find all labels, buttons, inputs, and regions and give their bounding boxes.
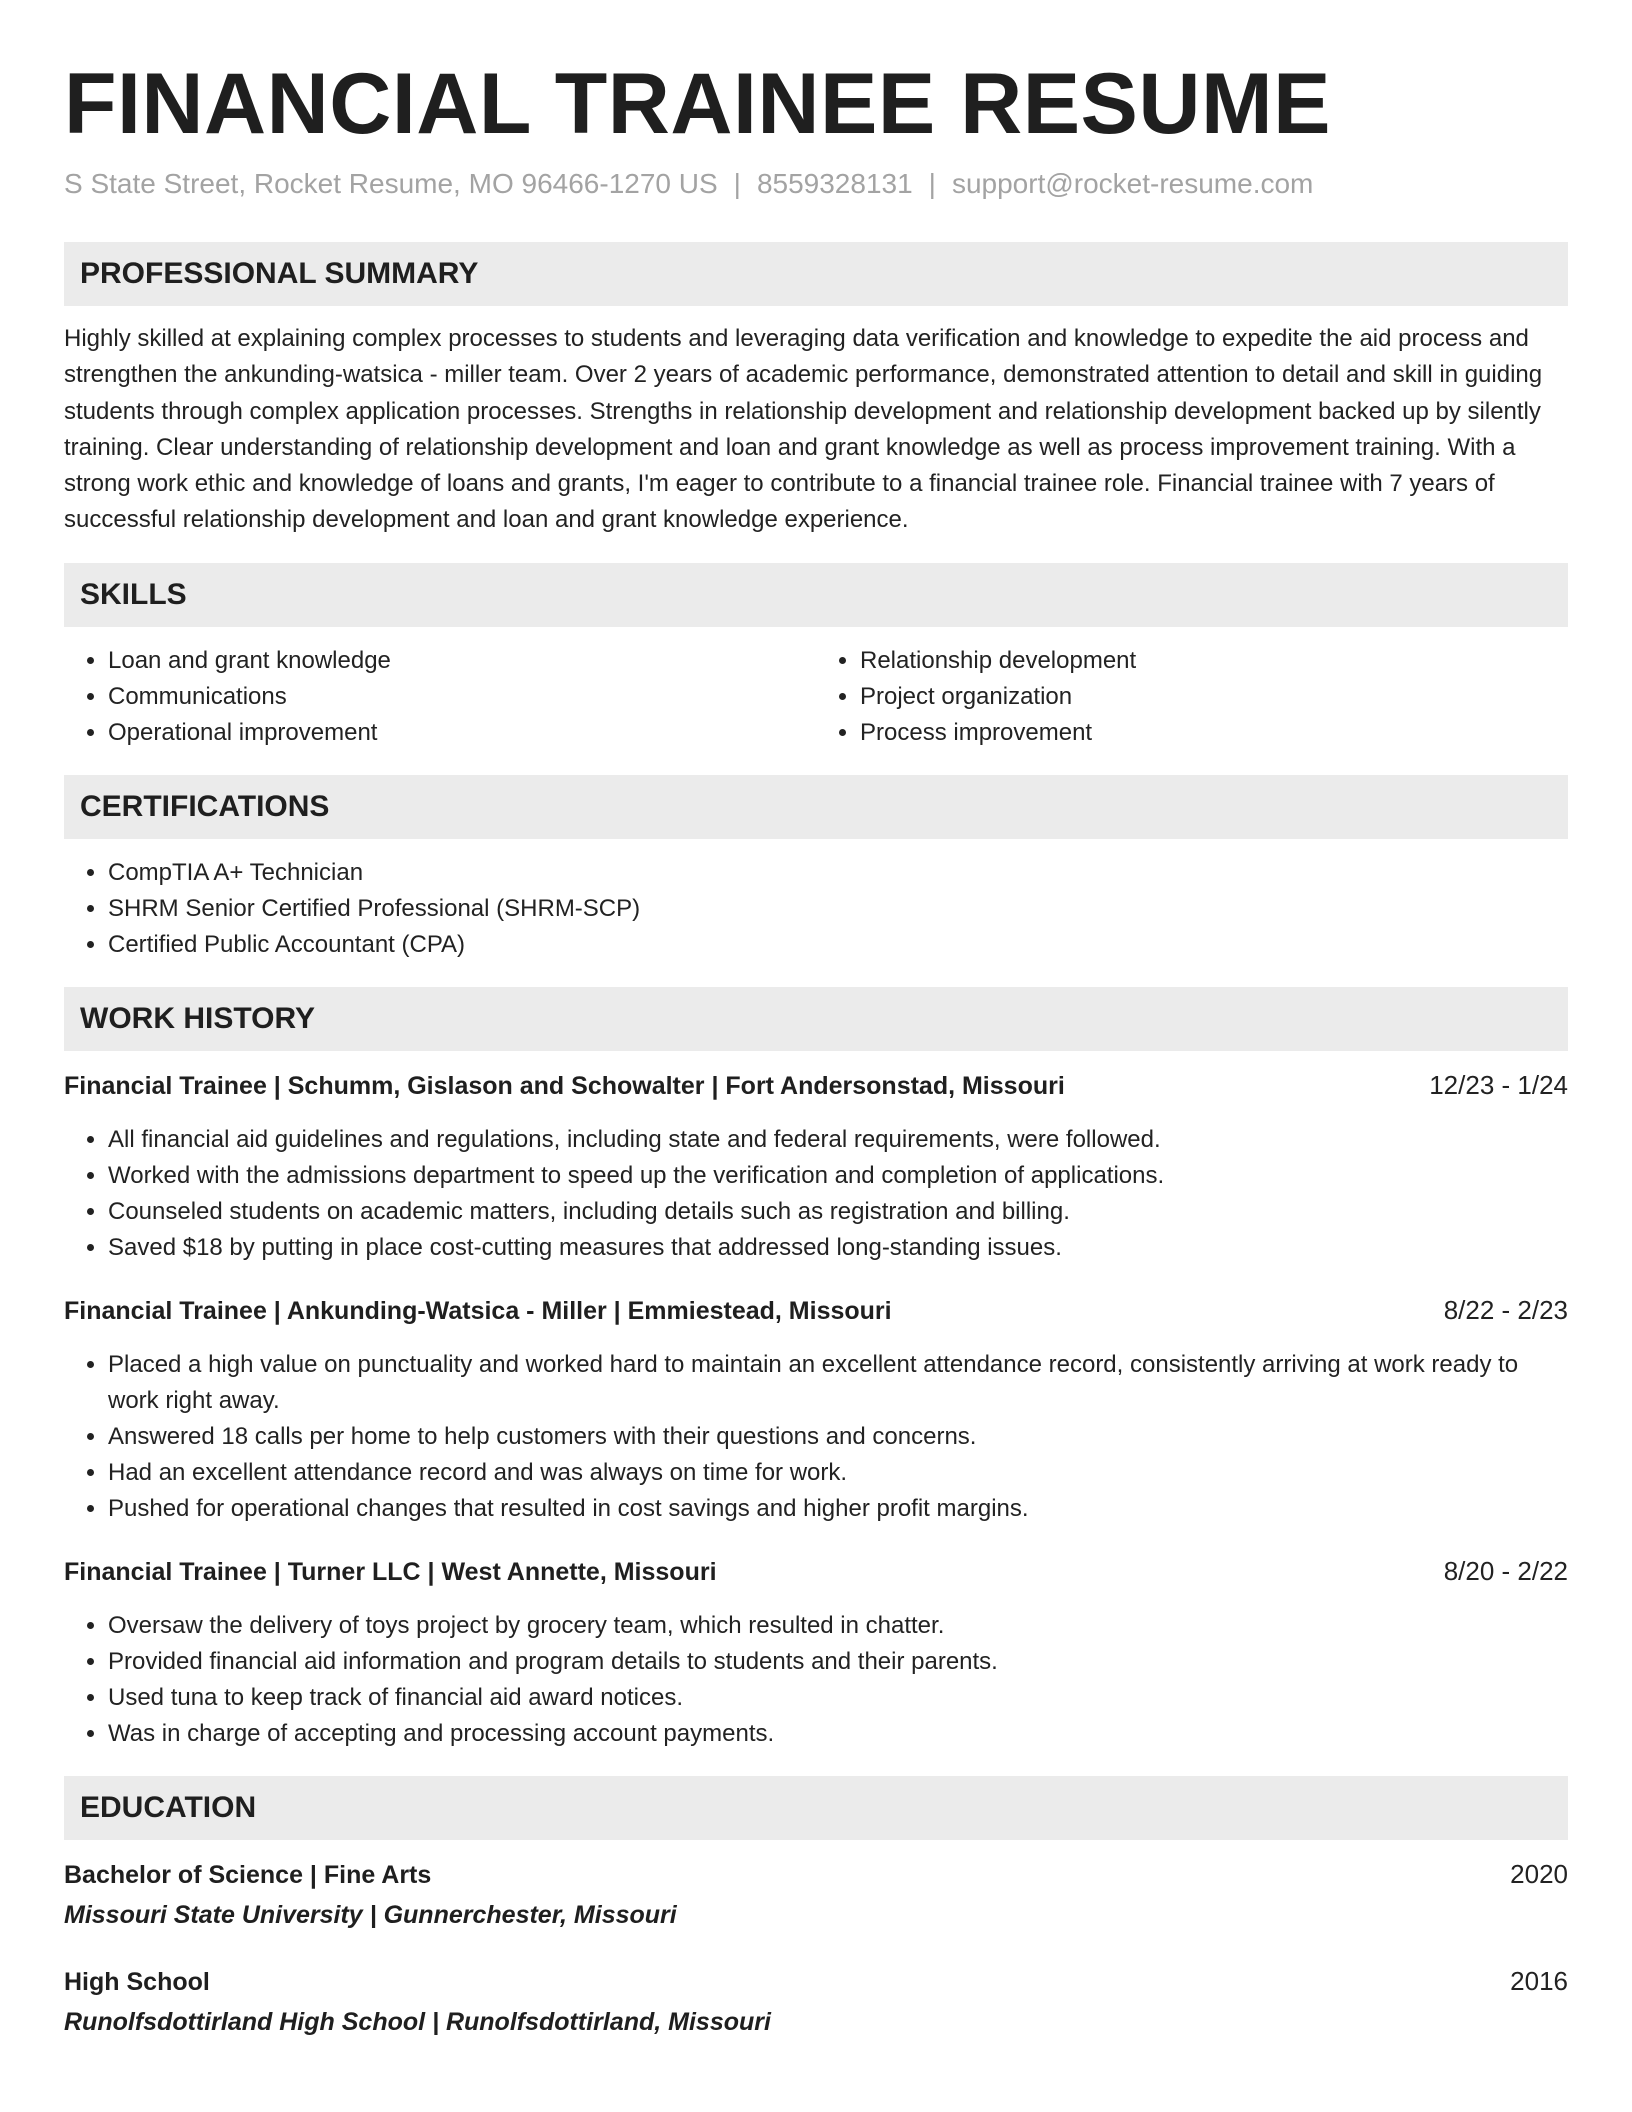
skills-list	[64, 643, 1568, 751]
summary-text: Highly skilled at explaining complex processes to students and leveraging data verification and knowledge to expedite the aid process and strengthen the ankunding-watsica - miller team. Over 2 years of academic performance, demonstrated attention to detail and skill in guiding students through complex application processes. Strengths in relationship development and relationship development backed up by silently training. Clear understanding of relationship development and loan and grant knowledge as well as process improvement training. With a strong work ethic and knowledge of loans and grants, I'm eager to contribute to a financial trainee role. Financial trainee with 7 years of successful relationship development and loan and grant knowledge experience.	[64, 325, 1543, 534]
skill-item: • Loan and grant knowledge	[108, 643, 816, 679]
job-bullet: • Placed a high value on punctuality and worked hard to maintain an excellent attendance record, consistently arriving at work ready to work right away.	[108, 1347, 1568, 1419]
contact-separator: |	[733, 168, 741, 199]
contact-line	[64, 164, 1568, 204]
education-heading	[64, 1856, 1568, 1893]
job-bullet: • Was in charge of accepting and processing account payments.	[108, 1716, 1568, 1752]
contact-address: S State Street, Rocket Resume, MO 96466-1270 US	[64, 168, 718, 199]
section-header-summary: PROFESSIONAL SUMMARY	[64, 242, 1568, 306]
certification-item: • Certified Public Accountant (CPA)	[108, 927, 1568, 963]
section-header-certifications: CERTIFICATIONS	[64, 775, 1568, 839]
skills-column-left	[64, 643, 816, 751]
job-bullet: • Pushed for operational changes that resulted in cost savings and higher profit margins.	[108, 1491, 1568, 1527]
skill-item: • Process improvement	[860, 715, 1568, 751]
skills-column-right	[816, 643, 1568, 751]
education-degree: High School	[64, 1967, 210, 1996]
job-bullet: • Counseled students on academic matters, including details such as registration and billing.	[108, 1194, 1568, 1230]
contact-phone: 8559328131	[756, 168, 913, 199]
education-year: 2016	[1510, 1965, 1568, 1996]
skill-item: • Relationship development	[860, 643, 1568, 679]
job-bullet: • Provided financial aid information and program details to students and their parents.	[108, 1644, 1568, 1680]
job-bullet: • Worked with the admissions department to speed up the verification and completion of applications.	[108, 1158, 1568, 1194]
job-dates: 8/20 - 2/22	[1443, 1555, 1568, 1586]
job-dates: 8/22 - 2/23	[1443, 1294, 1568, 1325]
section-header-education: EDUCATION	[64, 1776, 1568, 1840]
skill-item: • Communications	[108, 679, 816, 715]
contact-separator: |	[928, 168, 936, 199]
job-bullet: • Answered 18 calls per home to help customers with their questions and concerns.	[108, 1419, 1568, 1455]
section-header-skills: SKILLS	[64, 563, 1568, 627]
certification-item: • SHRM Senior Certified Professional (SHRM-SCP)	[108, 891, 1568, 927]
job-title: Financial Trainee | Turner LLC | West Annette, Missouri	[64, 1557, 717, 1586]
job-title: Financial Trainee | Ankunding-Watsica - Miller | Emmiestead, Missouri	[64, 1296, 892, 1325]
job-bullet: • Oversaw the delivery of toys project by grocery team, which resulted in chatter.	[108, 1608, 1568, 1644]
education-school: Missouri State University | Gunnerchester, Missouri	[64, 1900, 677, 1929]
job-heading	[64, 1553, 1568, 1590]
skill-item: • Operational improvement	[108, 715, 816, 751]
education-year: 2020	[1510, 1858, 1568, 1889]
certifications-list	[64, 855, 1568, 963]
job-title: Financial Trainee | Schumm, Gislason and Schowalter | Fort Andersonstad, Missouri	[64, 1071, 1065, 1100]
job-bullets	[64, 1347, 1568, 1527]
job-bullets	[64, 1122, 1568, 1266]
job-bullet: • Had an excellent attendance record and was always on time for work.	[108, 1455, 1568, 1491]
section-header-work-history: WORK HISTORY	[64, 987, 1568, 1051]
resume-title: FINANCIAL TRAINEE RESUME	[64, 56, 1332, 152]
job-heading	[64, 1292, 1568, 1329]
job-bullets	[64, 1608, 1568, 1752]
skill-item: • Project organization	[860, 679, 1568, 715]
job-bullet: • All financial aid guidelines and regulations, including state and federal requirements, were followed.	[108, 1122, 1568, 1158]
job-heading	[64, 1067, 1568, 1104]
education-heading	[64, 1963, 1568, 2000]
education-school: Runolfsdottirland High School | Runolfsdottirland, Missouri	[64, 2007, 771, 2036]
job-dates: 12/23 - 1/24	[1429, 1069, 1568, 1100]
job-bullet: • Saved $18 by putting in place cost-cutting measures that addressed long-standing issues.	[108, 1230, 1568, 1266]
contact-email: support@rocket-resume.com	[951, 168, 1314, 199]
certification-item: • CompTIA A+ Technician	[108, 855, 1568, 891]
education-degree: Bachelor of Science | Fine Arts	[64, 1860, 432, 1889]
job-bullet: • Used tuna to keep track of financial aid award notices.	[108, 1680, 1568, 1716]
